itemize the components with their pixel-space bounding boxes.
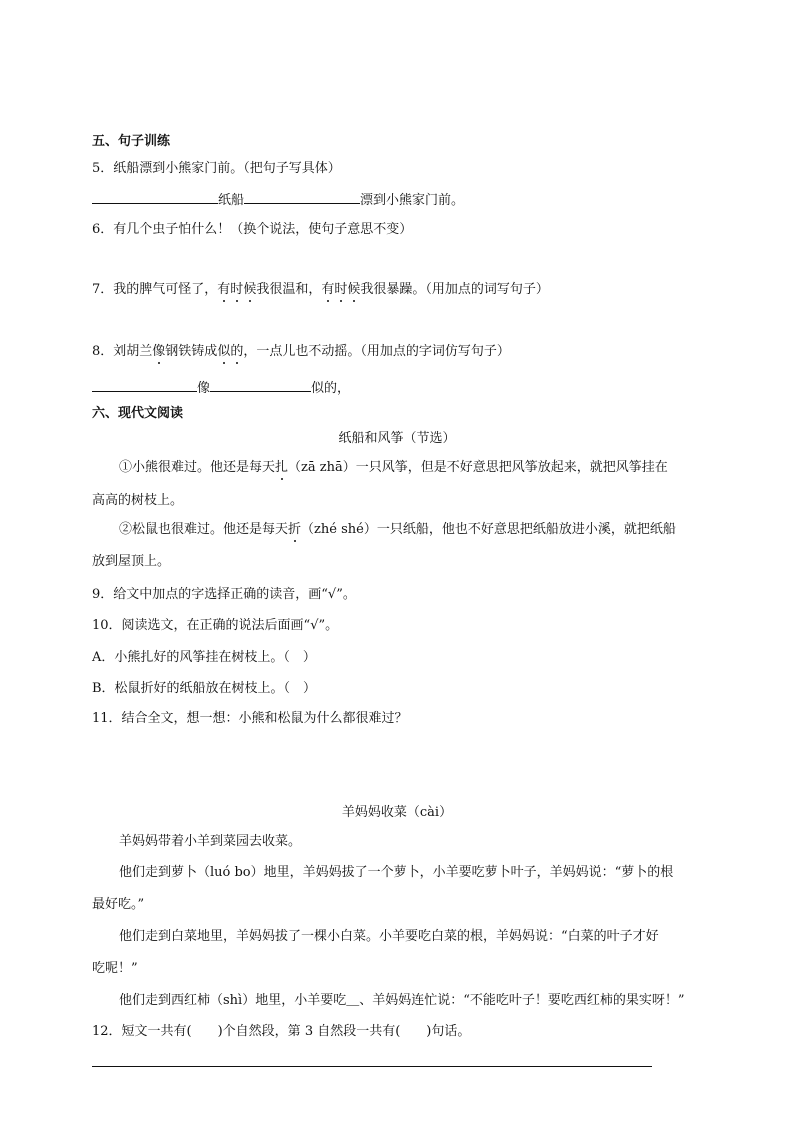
question-10: 10．阅读选文，在正确的说法后面画“√”。 (92, 618, 339, 633)
dotted-word (152, 344, 165, 359)
dotted-char: 扎 (275, 460, 289, 475)
question-8 (92, 343, 510, 361)
answer-blank[interactable] (92, 378, 197, 392)
q8-text: 8．刘胡兰 (92, 344, 153, 359)
question-9: 9．给文中加点的字选择正确的读音，画“√”。 (92, 587, 356, 602)
q8-text: ，一点儿也不动摇。（用加点的字词仿写句子） (243, 344, 510, 359)
option-a[interactable]: A．小熊扎好的风筝挂在树枝上。（ ） (92, 650, 316, 665)
question-5-answer-line (92, 190, 464, 210)
question-7 (92, 281, 549, 299)
dotted-word (217, 344, 243, 359)
passage-1-para-1-cont: 高高的树枝上。 (92, 493, 184, 508)
fill-text: 漂到小熊家门前。 (360, 193, 465, 208)
q8-text: 钢铁铸成 (165, 344, 218, 359)
para-text: ①小熊很难过。他还是每天 (119, 460, 276, 475)
dotted-word (321, 282, 360, 297)
passage-2-sentence-1: 羊妈妈带着小羊到菜园去收菜。 (119, 834, 302, 849)
para-text: （zhé shé）一只纸船，他也不好意思把纸船放进小溪，就把纸船 (301, 522, 676, 537)
passage-2-para-2-cont: 最好吃。” (92, 897, 145, 912)
q7-text: 我很温和， (256, 282, 322, 297)
passage-2-para-4: 他们走到西红柿（shì）地里，小羊要吃＿、羊妈妈连忙说：“不能吃叶子！要吃西红柿的果实呀！” (119, 993, 685, 1008)
dotted-char: 候 (347, 282, 361, 297)
passage-2-para-2: 他们走到萝卜（luó bo）地里，羊妈妈拔了一个萝卜，小羊要吃萝卜叶子，羊妈妈说：“萝卜的根 (119, 865, 674, 880)
answer-blank[interactable] (210, 378, 311, 392)
answer-line[interactable] (92, 1066, 652, 1067)
question-6: 6．有几个虫子怕什么！（换个说法，使句子意思不变） (92, 222, 413, 237)
para-text: （zā zhā）一只风筝，但是不好意思把风筝放起来，就把风筝挂在 (288, 460, 668, 475)
answer-blank[interactable] (244, 190, 360, 204)
section-five-heading: 五、句子训练 (92, 134, 171, 149)
dotted-word (217, 282, 256, 297)
dotted-char: 的 (230, 344, 244, 359)
q7-text: 7．我的脾气可怪了， (92, 282, 218, 297)
passage-2-para-3: 他们走到白菜地里，羊妈妈拔了一棵小白菜。小羊要吃白菜的根，羊妈妈说：“白菜的叶子才好 (119, 929, 659, 944)
section-six-heading: 六、现代文阅读 (92, 406, 184, 421)
dotted-char: 时 (334, 282, 348, 297)
dotted-char: 像 (152, 344, 166, 359)
dotted-char: 时 (230, 282, 244, 297)
question-12: 12．短文一共有( )个自然段，第 3 自然段一共有( )句话。 (92, 1024, 471, 1039)
question-11: 11．结合全文，想一想：小熊和松鼠为什么都很难过？ (92, 711, 408, 726)
passage-1-para-2 (119, 521, 676, 539)
passage-1-para-2-cont: 放到屋顶上。 (92, 554, 171, 569)
passage-2-para-3-cont: 吃呢！” (92, 961, 138, 976)
fill-text: 纸船 (218, 193, 245, 208)
dotted-char: 有 (217, 282, 231, 297)
option-b[interactable]: B．松鼠折好的纸船放在树枝上。（ ） (92, 681, 317, 696)
passage-1-title: 纸船和风筝（节选） (338, 431, 456, 446)
dotted-char: 有 (321, 282, 335, 297)
q7-text: 我很暴躁。（用加点的词写句子） (360, 282, 549, 297)
fill-text: 似的， (311, 381, 351, 396)
para-text: ②松鼠也很难过。他还是每天 (119, 522, 289, 537)
passage-1-para-1 (119, 459, 668, 477)
dotted-char: 折 (288, 522, 302, 537)
fill-text: 像 (197, 381, 211, 396)
question-8-answer-line (92, 378, 350, 398)
passage-2-title: 羊妈妈收菜（cài） (341, 805, 453, 820)
question-5: 5．纸船漂到小熊家门前。（把句子写具体） (92, 161, 341, 176)
dotted-char: 似 (217, 344, 231, 359)
answer-blank[interactable] (92, 190, 218, 204)
dotted-char: 候 (243, 282, 257, 297)
